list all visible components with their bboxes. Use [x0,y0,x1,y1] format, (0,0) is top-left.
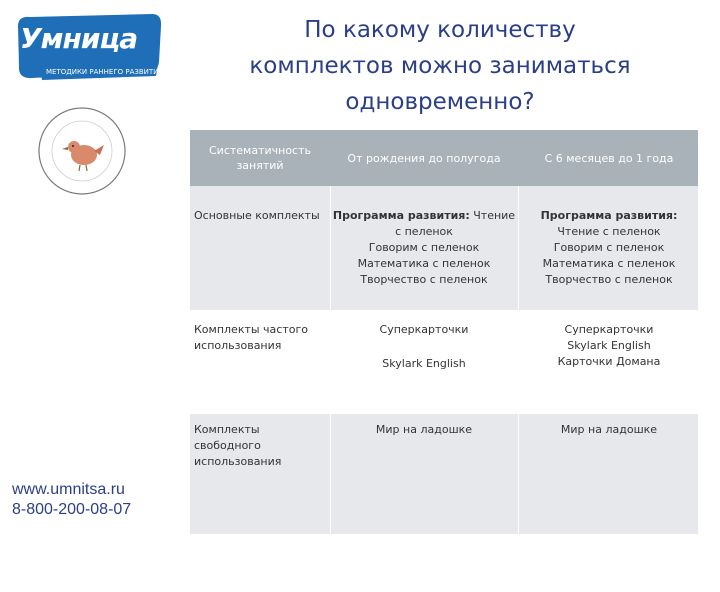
phone-number: 8-800-200-08-07 [12,501,132,518]
row-frequent-col2: Суперкарточки Skylark English Карточки Домана [557,323,661,368]
header-6m-to-1y: С 6 месяцев до 1 года [544,151,674,165]
row-free-col1: Мир на ладошке [375,423,473,436]
bird-icon [36,105,128,197]
program-label: Программа развития: [540,209,678,222]
row-label-frequent: Комплекты частого использования [194,323,308,352]
row-main-col1 [332,208,516,288]
website-link[interactable]: www.umnitsa.ru [12,481,125,498]
program-items: Чтение с пеленок Говорим с пеленок Математика с пеленок Творчество с пеленок [542,225,676,286]
row-frequent-col1-b: Skylark English [382,357,466,370]
program-label: Программа развития: [332,209,470,222]
logo-text: Умница [20,22,138,55]
column-divider [518,186,519,592]
row-label-main: Основные комплекты [194,209,320,222]
logo-tagline: МЕТОДИКИ РАННЕГО РАЗВИТИЯ [46,68,164,76]
row-main-col2 [520,208,698,288]
header-birth-to-6m: От рождения до полугода [347,151,501,165]
title-line-1: По какому количеству [304,17,576,43]
umnitsa-logo [14,12,164,82]
title-line-3: одновременно? [345,89,535,115]
row-frequent-col1-a: Суперкарточки [379,323,469,336]
skylark-emblem [36,105,128,197]
program-items: Чтение с пеленок Говорим с пеленок Математика с пеленок Творчество с пеленок [357,209,516,286]
title-line-2: комплектов можно заниматься [249,53,631,79]
row-free-col2: Мир на ладошке [560,423,658,436]
row-label-free: Комплекты свободного использования [194,423,282,468]
header-frequency: Систематичность занятий [208,144,311,172]
page-title [200,12,680,120]
table-header-row [190,130,698,186]
column-divider [330,186,331,592]
contact-footer [12,480,172,520]
